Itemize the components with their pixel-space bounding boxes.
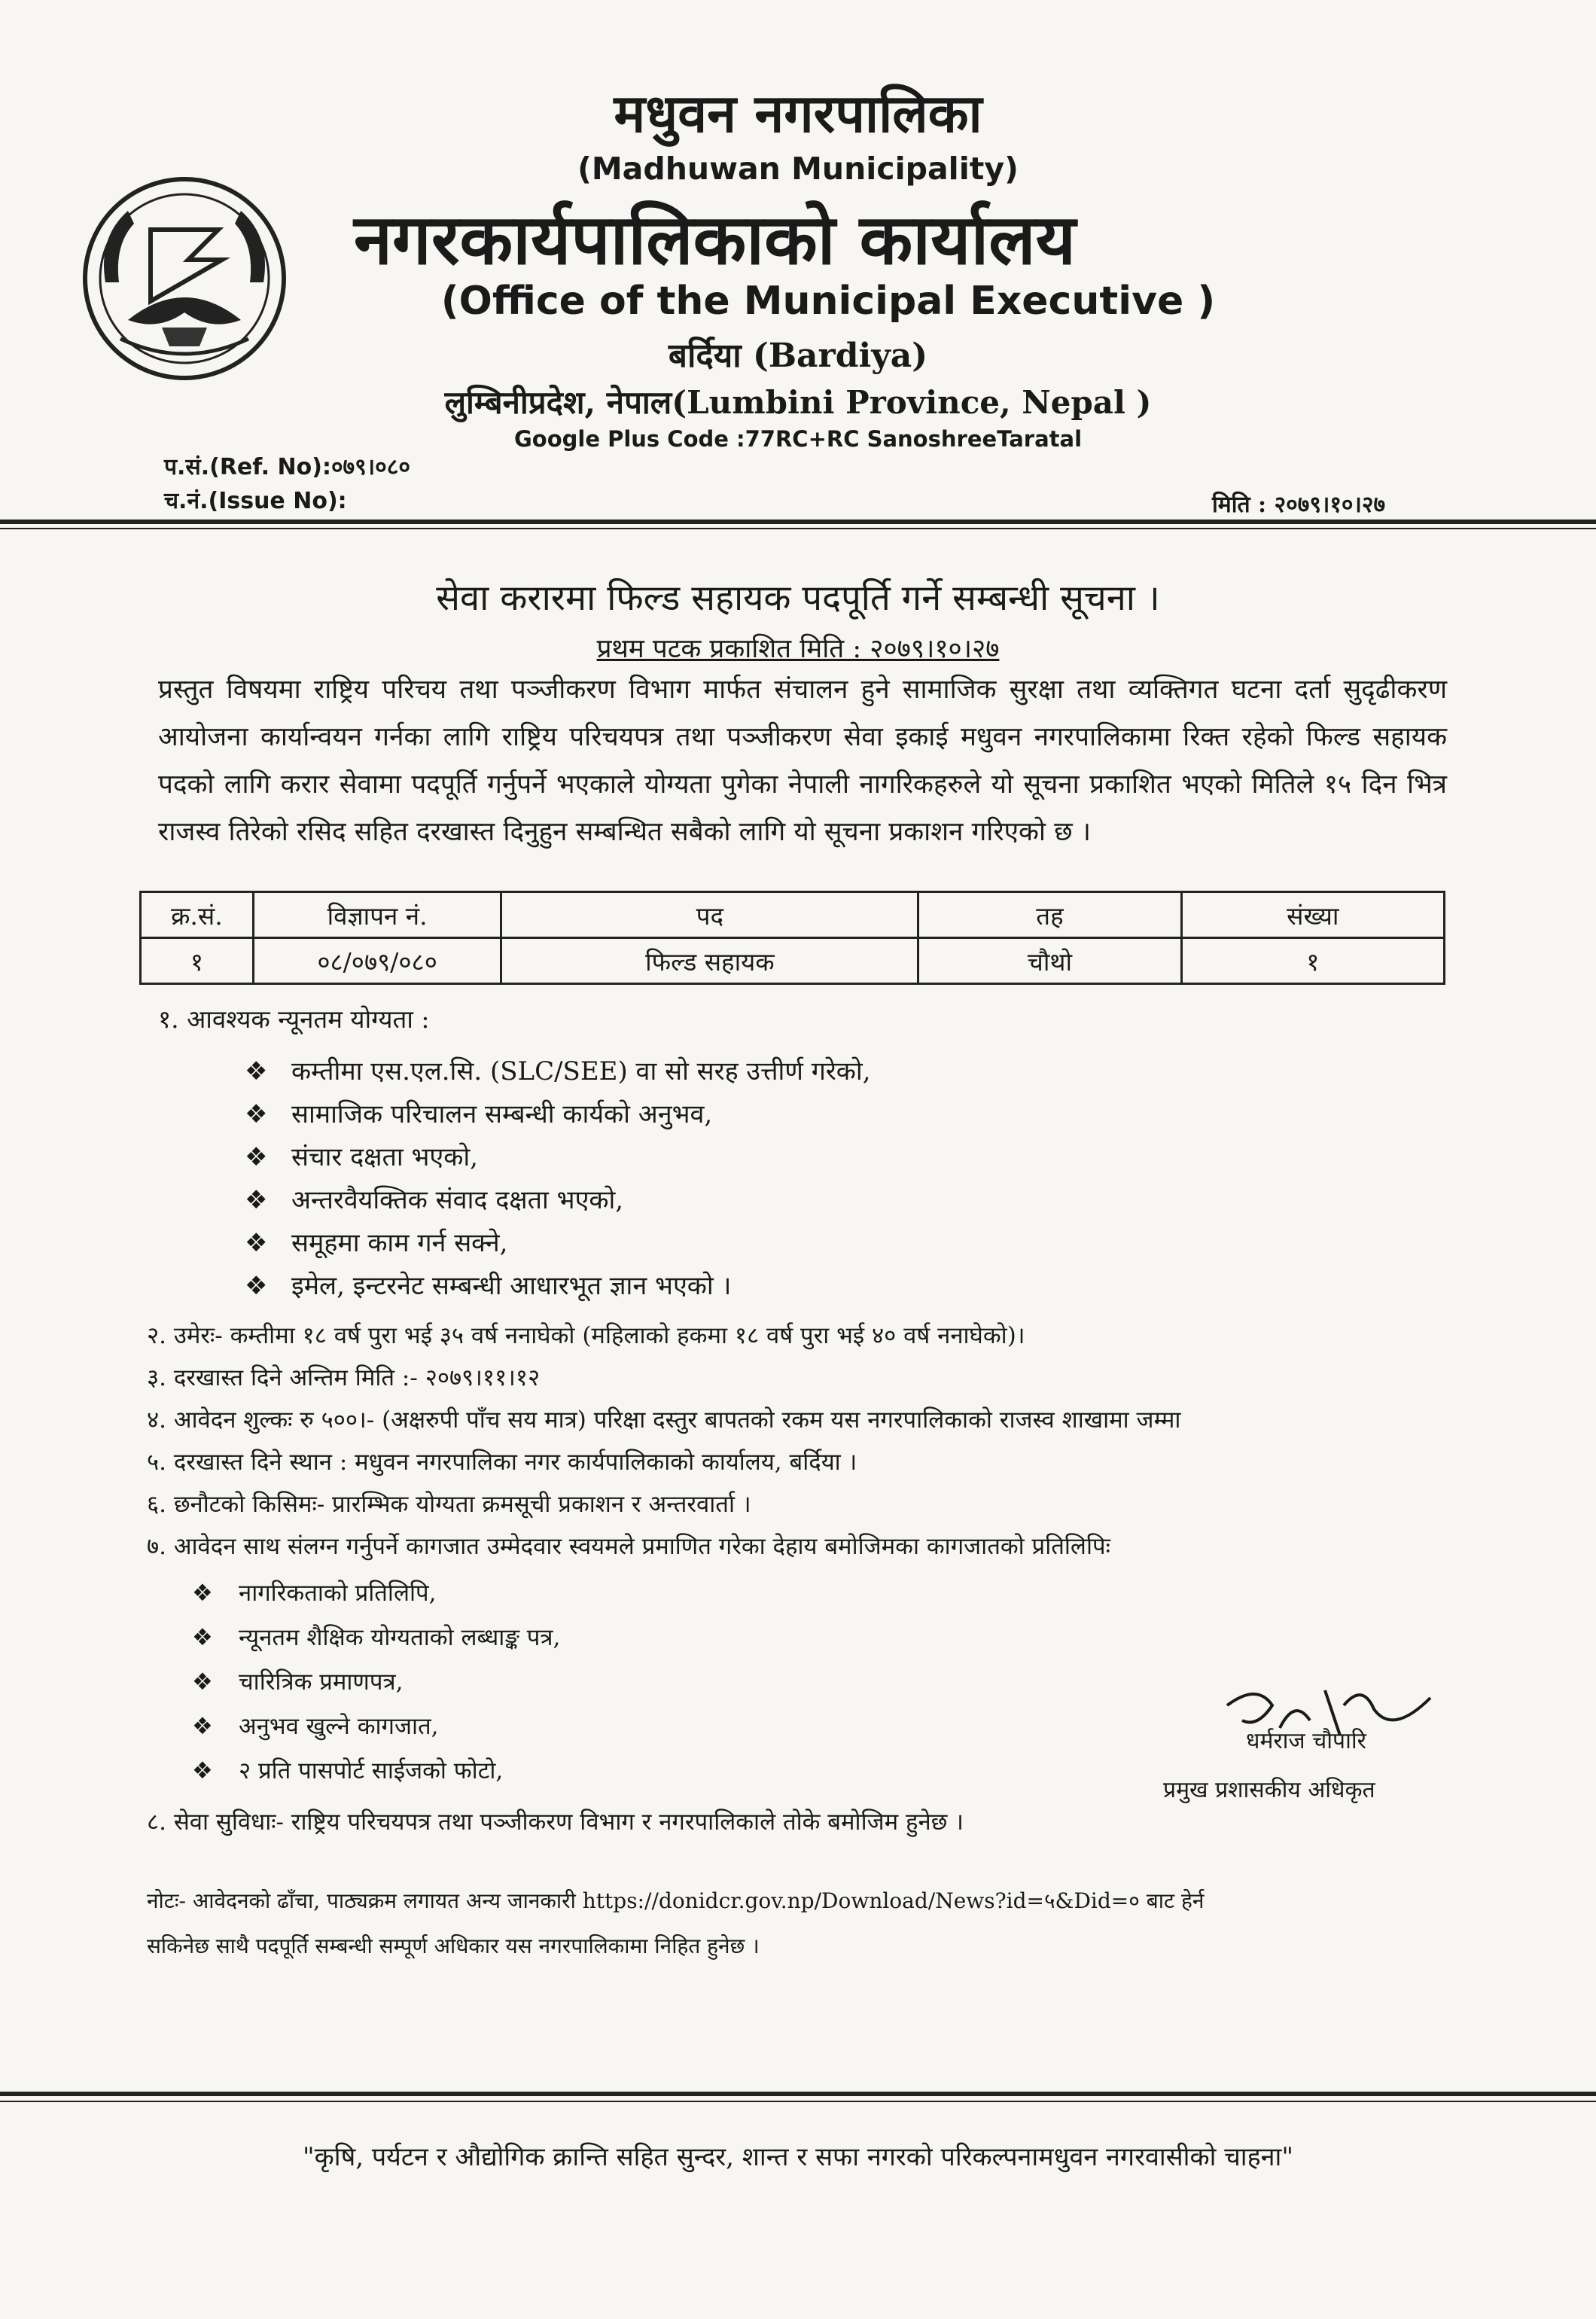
section-4-fee: ४. आवेदन शुल्कः रु ५००।- (अक्षरुपी पाँच सय मात्र) परिक्षा दस्तुर बापतको रकम यस नगरपालिकाको राजस्व शाखामा जम्मा <box>147 1406 1181 1434</box>
bullet-icon: ❖ <box>245 1185 268 1215</box>
qualification-item <box>245 1053 871 1087</box>
document-text: अनुभव खुल्ने कागजात, <box>239 1713 439 1740</box>
table-row <box>141 938 1445 984</box>
qualification-text: सामाजिक परिचालन सम्बन्धी कार्यको अनुभव, <box>291 1099 713 1129</box>
footer-slogan: "कृषि, पर्यटन र औद्योगिक क्रान्ति सहित सुन्दर, शान्त र सफा नगरको परिकल्पनामधुवन नगरवासीको चाहना" <box>303 2142 1293 2172</box>
document-text: चारित्रिक प्रमाणपत्र, <box>239 1668 404 1696</box>
table-cell: चौथो <box>918 938 1181 984</box>
document-text: २ प्रति पासपोर्ट साईजको फोटो, <box>239 1757 504 1784</box>
header-divider <box>0 520 1596 524</box>
bullet-icon: ❖ <box>192 1668 213 1696</box>
table-header-cell: विज्ञापन नं. <box>253 892 501 938</box>
document-item <box>192 1621 560 1653</box>
document-text: नागरिकताको प्रतिलिपि, <box>239 1580 437 1607</box>
bullet-icon: ❖ <box>245 1099 268 1129</box>
municipality-name-ne: मधुवन नगरपालिका <box>614 82 982 145</box>
office-name-en: (Office of the Municipal Executive ) <box>440 279 1216 324</box>
section-8-facilities: ८. सेवा सुविधाः- राष्ट्रिय परिचयपत्र तथा पञ्जीकरण विभाग र नगरपालिकाले तोके बमोजिम हुनेछ । <box>147 1809 964 1836</box>
qualification-item <box>245 1181 623 1216</box>
district-name: बर्दिया (Bardiya) <box>668 337 928 375</box>
issue-no: च.नं.(Issue No): <box>164 488 347 514</box>
header-divider-thin <box>0 528 1596 529</box>
qualification-item <box>245 1096 712 1130</box>
signatory-name: धर्मराज चौपारि <box>1246 1728 1366 1754</box>
signatory-designation: प्रमुख प्रशासकीय अधिकृत <box>1163 1777 1375 1803</box>
section-1-title: १. आवश्यक न्यूनतम योग्यता : <box>158 1004 430 1034</box>
note-line-1: नोटः- आवेदनको ढाँचा, पाठ्यक्रम लगायत अन्य जानकारी https://donidcr.gov.np/Download/News?id=५&Did=० बाट हेर्न <box>147 1888 1205 1913</box>
table-header-cell: संख्या <box>1181 892 1444 938</box>
section-7-title: ७. आवेदन साथ संलग्न गर्नुपर्ने कागजात उम्मेदवार स्वयमले प्रमाणित गरेका देहाय बमोजिमका कागजातको प्रतिलिपिः <box>147 1533 1110 1560</box>
ref-no: प.सं.(Ref. No):०७९।०८० <box>164 454 410 480</box>
table-header-cell: क्र.सं. <box>141 892 254 938</box>
plus-code: Google Plus Code :77RC+RC SanoshreeTaratal <box>513 426 1083 452</box>
bullet-icon: ❖ <box>245 1142 268 1172</box>
footer-divider-thin <box>0 2101 1596 2102</box>
note-line-2: सकिनेछ साथै पदपूर्ति सम्बन्धी सम्पूर्ण अधिकार यस नगरपालिकामा निहित हुनेछ । <box>147 1934 760 1958</box>
section-5-location: ५. दरखास्त दिने स्थान : मधुवन नगरपालिका नगर कार्यपालिकाको कार्यालय, बर्दिया । <box>147 1449 857 1476</box>
table-header-cell: पद <box>501 892 918 938</box>
qualification-text: इमेल, इन्टरनेट सम्बन्धी आधारभूत ज्ञान भएको । <box>291 1271 732 1301</box>
table-cell: १ <box>141 938 254 984</box>
document-item <box>192 1577 436 1608</box>
qualification-item <box>245 1138 478 1173</box>
table-cell: १ <box>1181 938 1444 984</box>
qualification-text: संचार दक्षता भएको, <box>291 1142 478 1172</box>
document-item <box>192 1665 403 1697</box>
table-cell: फिल्ड सहायक <box>501 938 918 984</box>
issue-date: मिति : २०७९।१०।२७ <box>1212 492 1386 518</box>
table-header-row <box>141 892 1445 938</box>
office-name-ne: नगरकार्यपालिकाको कार्यालय <box>354 199 1077 280</box>
bullet-icon: ❖ <box>192 1624 213 1651</box>
bullet-icon: ❖ <box>245 1271 268 1301</box>
qualification-item <box>245 1224 508 1259</box>
qualification-text: कम्तीमा एस.एल.सि. (SLC/SEE) वा सो सरह उत्तीर्ण गरेको, <box>291 1056 871 1086</box>
table-header-cell: तह <box>918 892 1181 938</box>
document-item <box>192 1754 503 1786</box>
published-date: प्रथम पटक प्रकाशित मिति : २०७९।१०।२७ <box>596 634 1000 664</box>
bullet-icon: ❖ <box>192 1713 213 1740</box>
qualification-item <box>245 1267 731 1302</box>
municipality-name-en: (Madhuwan Municipality) <box>577 151 1019 187</box>
vacancy-table <box>139 891 1445 985</box>
bullet-icon: ❖ <box>245 1056 268 1086</box>
document-item <box>192 1710 439 1742</box>
section-3-deadline: ३. दरखास्त दिने अन्तिम मिति :- २०७९।११।१२ <box>147 1364 541 1391</box>
section-6-selection: ६. छनौटको किसिमः- प्रारम्भिक योग्यता क्रमसूची प्रकाशन र अन्तरवार्ता । <box>147 1491 751 1518</box>
bullet-icon: ❖ <box>192 1757 213 1784</box>
qualification-text: समूहमा काम गर्न सक्ने, <box>291 1228 508 1258</box>
table-cell: ०८/०७९/०८० <box>253 938 501 984</box>
section-2-age: २. उमेरः- कम्तीमा १८ वर्ष पुरा भई ३५ वर्ष ननाघेको (महिलाको हकमा १८ वर्ष पुरा भई ४० वर्ष ननाघेको)। <box>147 1322 1025 1349</box>
province-name: लुम्बिनीप्रदेश, नेपाल(Lumbini Province, Nepal ) <box>444 384 1152 421</box>
document-text: न्यूनतम शैक्षिक योग्यताको लब्धाङ्क पत्र, <box>239 1624 561 1651</box>
footer-divider <box>0 2092 1596 2096</box>
qualification-text: अन्तरवैयक्तिक संवाद दक्षता भएको, <box>291 1185 624 1215</box>
bullet-icon: ❖ <box>245 1228 268 1258</box>
notice-title: सेवा करारमा फिल्ड सहायक पदपूर्ति गर्ने सम्बन्धी सूचना । <box>436 577 1160 619</box>
bullet-icon: ❖ <box>192 1580 213 1607</box>
notice-intro: प्रस्तुत विषयमा राष्ट्रिय परिचय तथा पञ्जीकरण विभाग मार्फत संचालन हुने सामाजिक सुरक्षा तथा व्यक्तिगत घटना दर्ता सुदृढीकरण आयोजना कार्यान्वयन गर्नका लागि राष्ट्रिय परिचयपत्र तथा पञ्जीकरण सेवा इकाई मधुवन नगरपालिकामा रिक्त रहेको फिल्ड सहायक पदको लागि करार सेवामा पदपूर्ति गर्नुपर्ने भएकाले योग्यता पुगेका नेपाली नागरिकहरुले यो सूचना प्रकाशित भएको मितिले १५ दिन भित्र राजस्व तिरेको रसिद सहित दरखास्त दिनुहुन सम्बन्धित सबैको लागि यो सूचना प्रकाशन गरिएको छ । <box>158 675 1447 847</box>
